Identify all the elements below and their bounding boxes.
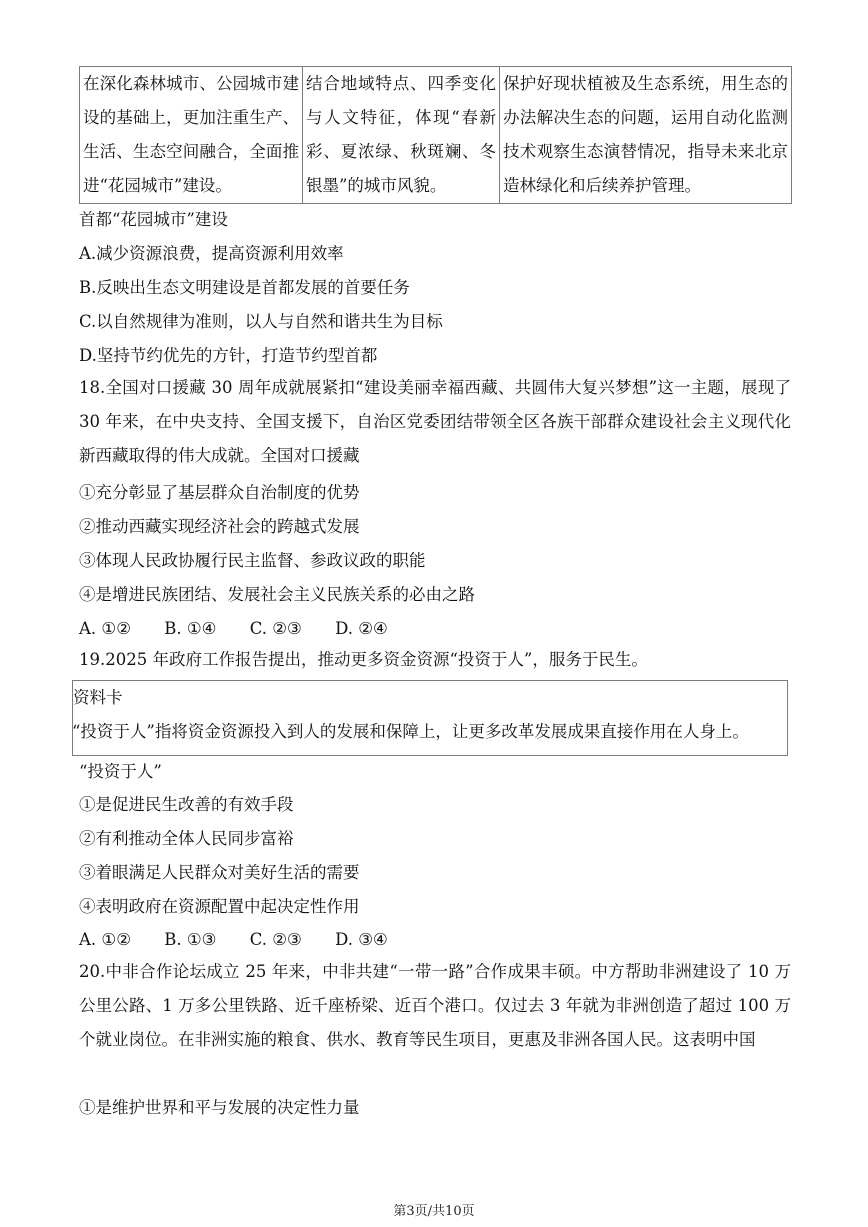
table-cell-text: 结合地域特点、四季变化与人文特征，体现“春新彩、夏浓绿、秋斑斓、冬银墨”的城市风貌。 [306,74,496,195]
q18-choices [79,618,416,640]
q18-item-2: ②推动西藏实现经济社会的跨越式发展 [79,517,360,536]
q18-choice-c: C. ②③ [249,619,302,638]
q19-choice-d: D. ③④ [335,930,388,949]
q19-choice-b: B. ①③ [164,930,217,949]
table-cell [80,67,303,204]
q19-item-3: ③着眼满足人民群众对美好生活的需要 [79,863,360,882]
table-cell [303,67,500,204]
info-card-title: 资料卡 [73,688,123,707]
table-cell-text: 保护好现状植被及生态系统，用生态的办法解决生态的问题，运用自动化监测技术观察生态演替情况，指导未来北京造林绿化和后续养护管理。 [503,74,788,195]
q18-choice-a: A. ①② [79,619,131,638]
table-cell-text: 在深化森林城市、公园城市建设的基础上，更加注重生产、生活、生态空间融合，全面推进“花园城市”建设。 [83,74,299,195]
info-card [72,680,788,756]
q19-choice-a: A. ①② [79,930,131,949]
q20-stem: 20.中非合作论坛成立 25 年来，中非共建“一带一路”合作成果丰硕。中方帮助非洲建设了 10 万公里公路、1 万多公里铁路、近千座桥梁、近百个港口。仅过去 3 年就为非洲创造了超过 100 万个就业岗位。在非洲实施的粮食、供水、教育等民生项目，更惠及非洲各国人民。这表明中国 [79,962,791,1049]
q17-option-a: A.减少资源浪费，提高资源利用效率 [79,244,344,263]
q19-stem: 19.2025 年政府工作报告提出，推动更多资金资源“投资于人”，服务于民生。 [79,650,648,669]
q19-lead: “投资于人” [79,762,162,781]
q17-option-c: C.以自然规律为准则，以人与自然和谐共生为目标 [79,312,443,331]
q17-option-b: B.反映出生态文明建设是首都发展的首要任务 [79,278,410,297]
info-card-body: “投资于人”指将资金资源投入到人的发展和保障上，让更多改革发展成果直接作用在人身上。 [72,722,749,741]
q19-choices [79,929,416,951]
q18-choice-b: B. ①④ [164,619,217,638]
q17-stem: 首都“花园城市”建设 [79,210,228,229]
q17-option-d: D.坚持节约优先的方针，打造节约型首都 [79,346,378,365]
table-row [80,67,792,204]
q19-item-1: ①是促进民生改善的有效手段 [79,795,294,814]
table-cell [500,67,792,204]
q18-item-1: ①充分彰显了基层群众自治制度的优势 [79,483,360,502]
q18-stem: 18.全国对口援藏 30 周年成就展紧扣“建设美丽幸福西藏、共圆伟大复兴梦想”这一主题，展现了 30 年来，在中央支持、全国支援下，自治区党委团结带领全区各族干部群众建设社会主义现代化新西藏取得的伟大成就。全国对口援藏 [79,378,791,465]
page-footer: 第3页/共10页 [393,1204,475,1219]
q18-choice-d: D. ②④ [335,619,388,638]
q19-item-2: ②有利推动全体人民同步富裕 [79,829,294,848]
q20-item-1: ①是维护世界和平与发展的决定性力量 [79,1098,360,1117]
q19-item-4: ④表明政府在资源配置中起决定性作用 [79,897,360,916]
garden-city-table [79,66,792,204]
q18-item-4: ④是增进民族团结、发展社会主义民族关系的必由之路 [79,585,475,604]
q19-choice-c: C. ②③ [249,930,302,949]
q18-item-3: ③体现人民政协履行民主监督、参政议政的职能 [79,551,426,570]
